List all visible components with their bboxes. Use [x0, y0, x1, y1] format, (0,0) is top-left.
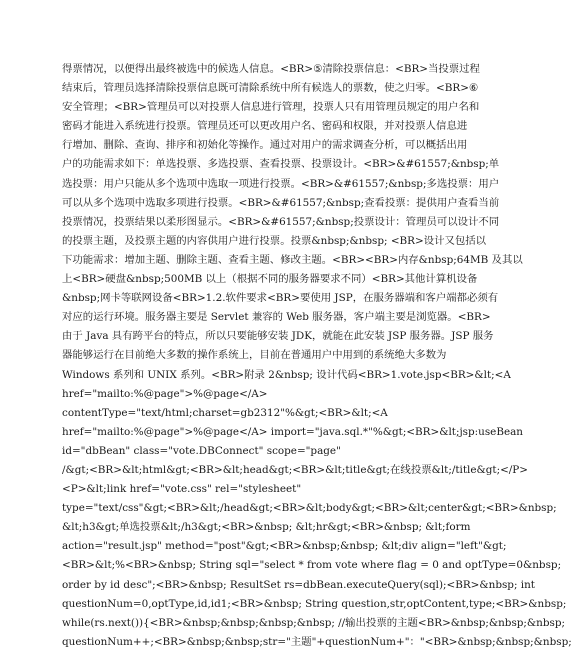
text-line: 密码才能进入系统进行投票。管理员还可以更改用户名、密码和权限，并对投票人信息进 — [62, 120, 468, 133]
text-line: 安全管理；<BR>管理员可以对投票人信息进行管理，投票人只有用管理员规定的用户名和 — [62, 101, 480, 114]
text-line: 下功能需求：增加主题、删除主题、查看主题、修改主题。<BR><BR>内存&nbsp;64MB 及其以 — [62, 253, 523, 266]
text-line: 器能够运行在目前绝大多数的操作系统上，目前在普通用户中用到的系统绝大多数为 — [62, 349, 447, 362]
text-line: 由于 Java 具有跨平台的特点，所以只要能够安装 JDK，就能在此安装 JSP 服务器。JSP 服务 — [62, 330, 494, 343]
text-line: &nbsp;网卡等联网设备<BR>1.2.软件要求<BR>要使用 JSP，在服务器端和客户端都必须有 — [62, 292, 499, 305]
document-body — [62, 60, 572, 652]
text-line: href="mailto:%@page">%@page</A> import="java.sql.*"%&gt;<BR>&lt;jsp:useBean — [62, 425, 523, 438]
text-line: 可以从多个选项中选取多项进行投票。<BR>&#61557;&nbsp;查看投票：提供用户查看当前 — [62, 196, 500, 209]
text-line: 的投票主题，及投票主题的内容供用户进行投票。投票&nbsp;&nbsp; <BR>设计又包括以 — [62, 234, 487, 247]
text-line: <P>&lt;link href="vote.css" rel="stylesheet" — [62, 483, 302, 496]
text-line: href="mailto:%@page">%@page</A> — [62, 387, 268, 400]
text-line: &lt;h3&gt;单选投票&lt;/h3&gt;<BR>&nbsp; &lt;hr&gt;<BR>&nbsp; &lt;form — [62, 521, 471, 534]
text-line: questionNum++;<BR>&nbsp;&nbsp;str="主题"+questionNum+"："<BR>&nbsp;&nbsp;&nbsp; — [62, 635, 572, 648]
text-line: 上<BR>硬盘&nbsp;500MB 以上（根据不同的服务器要求不同）<BR>其他计算机设备 — [62, 273, 478, 286]
text-line: type="text/css"&gt;<BR>&lt;/head&gt;<BR>&lt;body&gt;<BR>&lt;center&gt;<BR>&nbsp; — [62, 502, 557, 515]
text-line: 投票情况，投票结果以柔形图显示。<BR>&#61557;&nbsp;投票设计：管理员可以设计不同 — [62, 215, 500, 228]
text-line: 得票情况，以便得出最终被选中的候选人信息。<BR>⑤清除投票信息：<BR>当投票过程 — [62, 63, 480, 75]
text-line: id="dbBean" class="vote.DBConnect" scope="page" — [62, 444, 341, 457]
text-line: contentType="text/html;charset=gb2312"%&gt;<BR>&lt;<A — [62, 406, 388, 419]
text-line: while(rs.next()){<BR>&nbsp;&nbsp;&nbsp;&nbsp; //输出投票的主题<BR>&nbsp;&nbsp;&nbsp; — [62, 616, 566, 629]
text-line: 行增加、删除、查询、排序和初始化等操作。通过对用户的需求调查分析，可以概括出用 — [62, 139, 468, 152]
text-line: order by id desc";<BR>&nbsp; ResultSet rs=dbBean.executeQuery(sql);<BR>&nbsp; int — [62, 578, 535, 591]
text-line: 对应的运行环境。服务器主要是 Servlet 兼容的 Web 服务器，客户端主要是浏览器。<BR> — [62, 311, 491, 324]
text-line: questionNum=0,optType,id,id1;<BR>&nbsp; String question,str,optContent,type;<BR>&nbsp; — [62, 597, 567, 610]
text-line: action="result.jsp" method="post"&gt;<BR>&nbsp;&nbsp; &lt;div align="left"&gt; — [62, 540, 507, 553]
text-line: /&gt;<BR>&lt;html&gt;<BR>&lt;head&gt;<BR>&lt;title&gt;在线投票&lt;/title&gt;</P> — [62, 463, 528, 476]
text-line: 选投票：用户只能从多个选项中选取一项进行投票。<BR>&#61557;&nbsp;多选投票：用户 — [62, 177, 500, 190]
text-line: 户的功能需求如下：单选投票、多选投票、查看投票、投票设计。<BR>&#61557;&nbsp;单 — [62, 158, 500, 171]
text-line: Windows 系列和 UNIX 系列。<BR>附录 2&nbsp; 设计代码<BR>1.vote.jsp<BR>&lt;<A — [62, 368, 511, 381]
text-line: <BR>&lt;%<BR>&nbsp; String sql="select * from vote where flag = 0 and optType=0&nbsp; — [62, 559, 562, 572]
text-line: 结束后，管理员选择清除投票信息既可清除系统中所有候选人的票数，使之归零。<BR>⑥ — [62, 82, 479, 95]
